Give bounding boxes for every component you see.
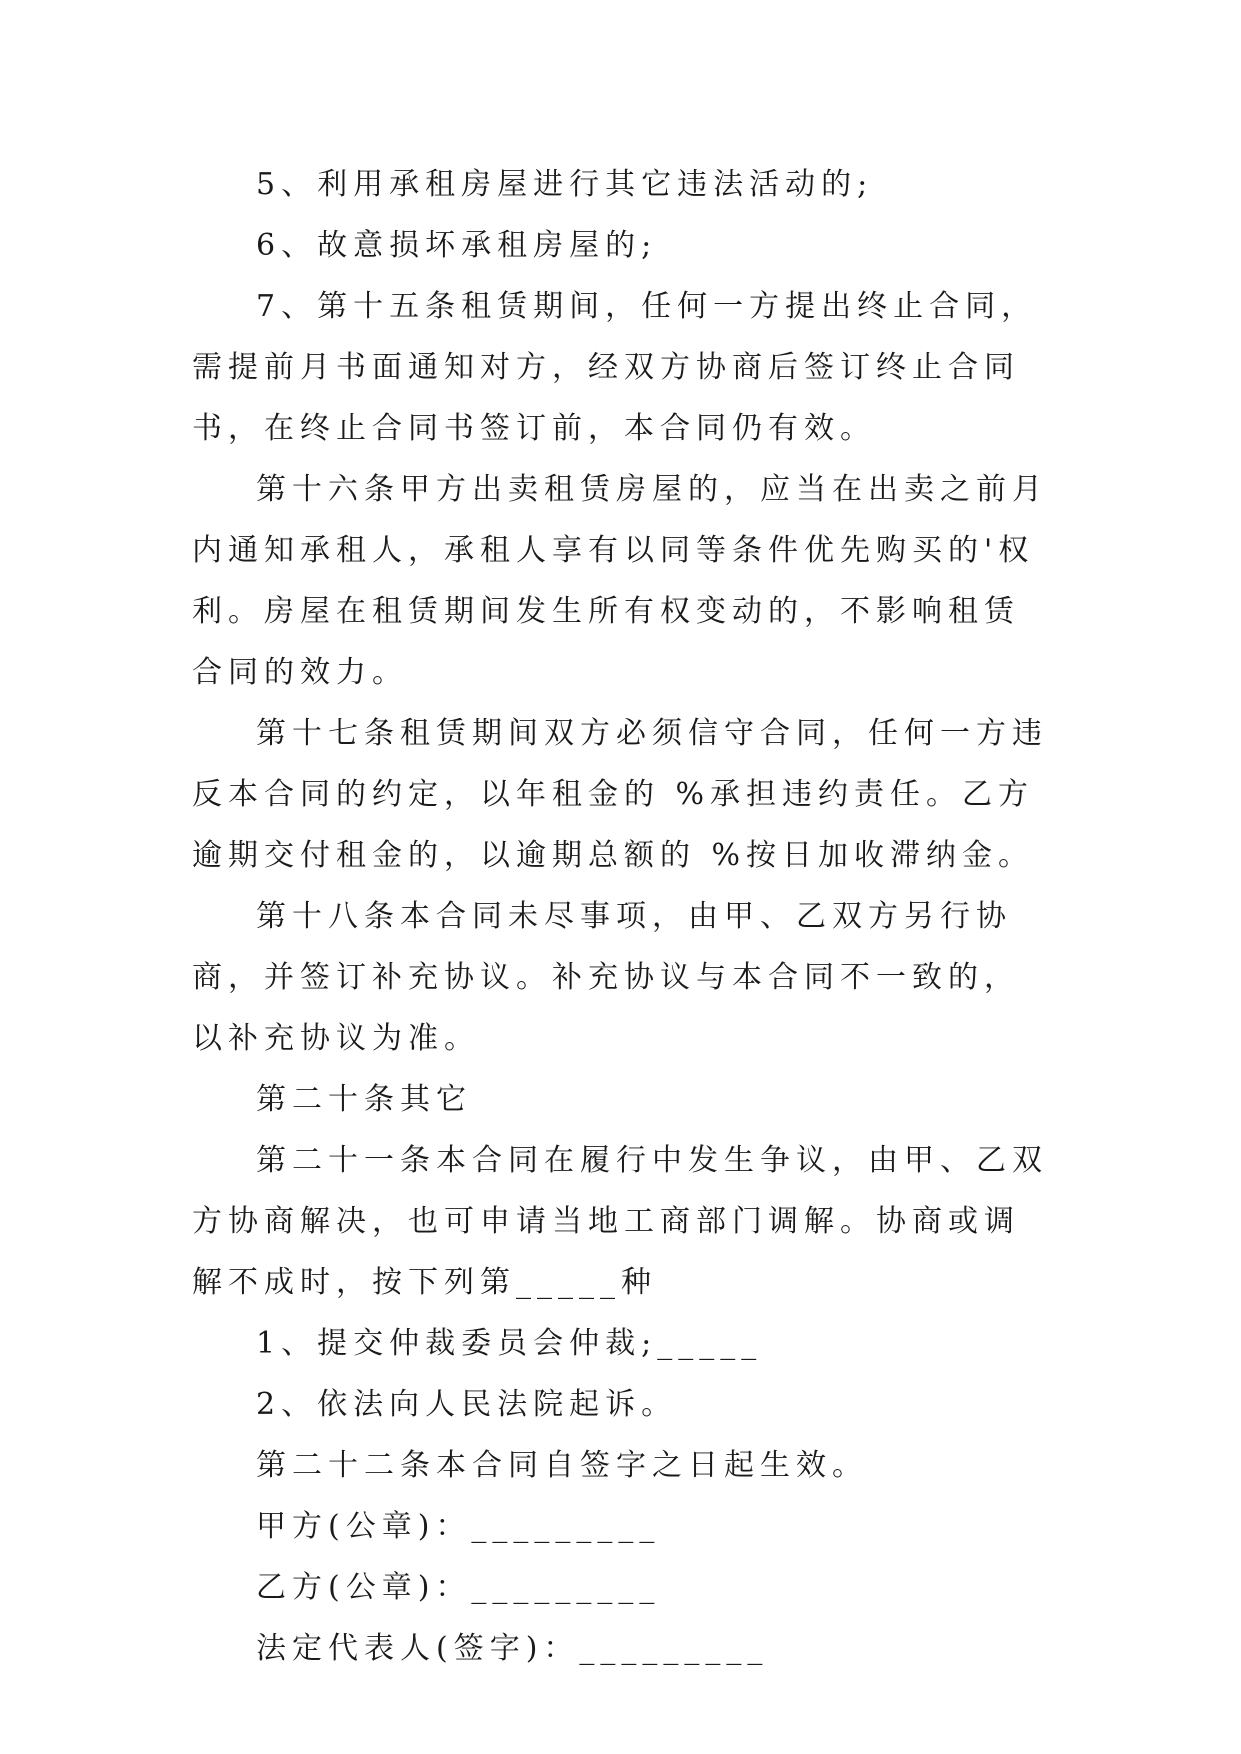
dispute-option-1: 1、提交仲裁委员会仲裁;_____	[256, 1326, 763, 1361]
article-17: 第十七条租赁期间双方必须信守合同，任何一方违反本合同的约定，以年租金的 %承担违约责任。乙方逾期交付租金的，以逾期总额的 %按日加收滞纳金。	[192, 716, 1048, 873]
article-21: 第二十一条本合同在履行中发生争议，由甲、乙双方协商解决，也可申请当地工商部门调解。协商或调解不成时，按下列第_____种	[192, 1143, 1048, 1300]
clause-item-5: 5、利用承租房屋进行其它违法活动的;	[256, 167, 874, 202]
dispute-option-2: 2、依法向人民法院起诉。	[256, 1387, 678, 1422]
party-a-seal-line: 甲方(公章)：_________	[256, 1509, 661, 1544]
document-body	[192, 154, 1052, 1679]
article-22: 第二十二条本合同自签字之日起生效。	[256, 1448, 868, 1483]
legal-representative-signature-line: 法定代表人(签字)：_________	[256, 1631, 769, 1666]
article-16: 第十六条甲方出卖租赁房屋的，应当在出卖之前月内通知承租人，承租人享有以同等条件优先购买的'权利。房屋在租赁期间发生所有权变动的，不影响租赁合同的效力。	[192, 472, 1048, 690]
party-b-seal-line: 乙方(公章)：_________	[256, 1570, 661, 1605]
article-20: 第二十条其它	[256, 1082, 472, 1117]
article-18: 第十八条本合同未尽事项，由甲、乙双方另行协商，并签订补充协议。补充协议与本合同不一致的，以补充协议为准。	[192, 899, 1020, 1056]
clause-item-7: 7、第十五条租赁期间，任何一方提出终止合同，需提前月书面通知对方，经双方协商后签订终止合同书，在终止合同书签订前，本合同仍有效。	[192, 289, 1038, 446]
clause-item-6: 6、故意损坏承租房屋的;	[256, 228, 658, 263]
